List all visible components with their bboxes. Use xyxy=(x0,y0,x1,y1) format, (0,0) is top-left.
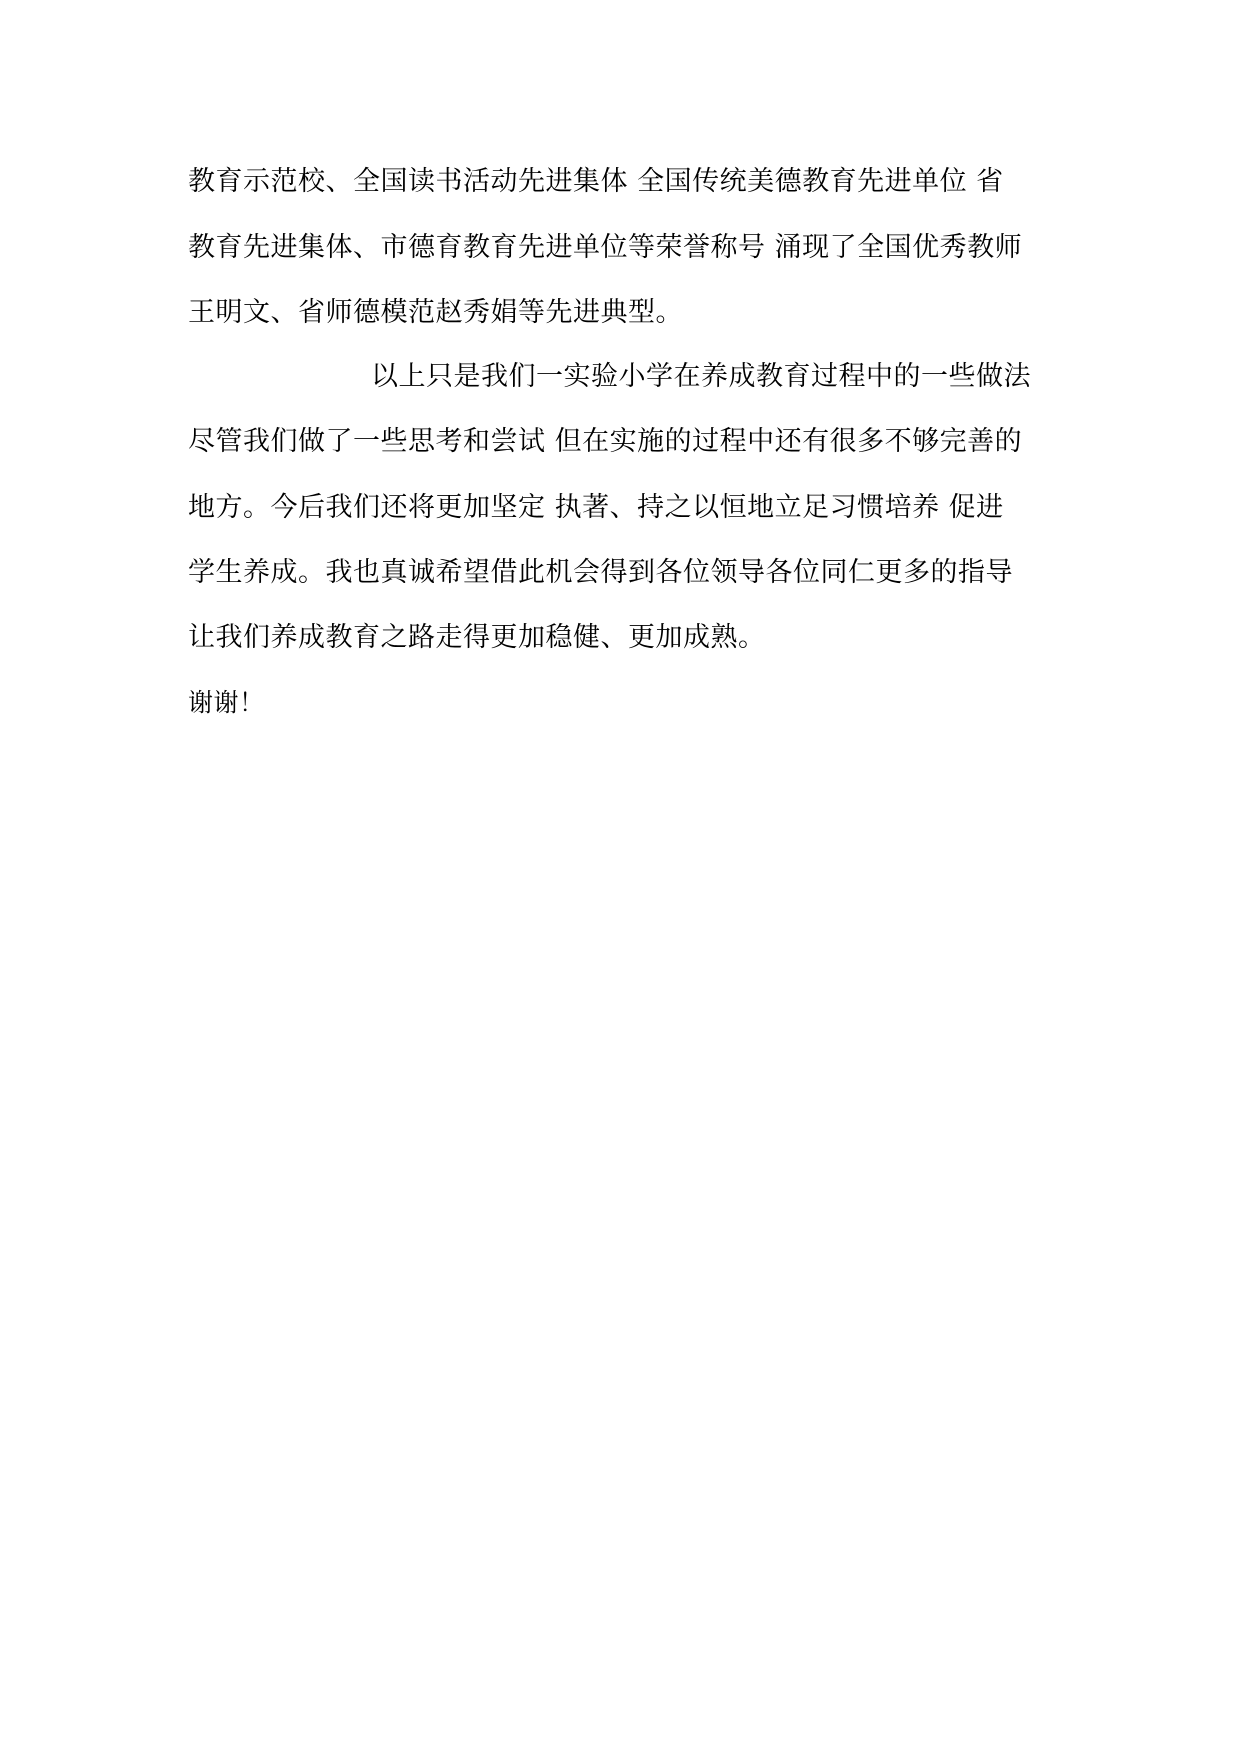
paragraph-line: 地方。今后我们还将更加坚定 执著、持之以恒地立足习惯培养 促进 xyxy=(188,492,1004,523)
paragraph-line: 教育示范校、全国读书活动先进集体 全国传统美德教育先进单位 省 xyxy=(188,166,1004,197)
paragraph-line: 尽管我们做了一些思考和尝试 但在实施的过程中还有很多不够完善的 xyxy=(188,426,1023,457)
paragraph-line: 王明文、省师德模范赵秀娟等先进典型。 xyxy=(188,297,683,328)
paragraph-line: 教育先进集体、市德育教育先进单位等荣誉称号 涌现了全国优秀教师 xyxy=(188,232,1023,263)
paragraph-line: 以上只是我们一实验小学在养成教育过程中的一些做法 xyxy=(371,361,1031,392)
paragraph-line: 让我们养成教育之路走得更加稳健、更加成熟。 xyxy=(188,622,766,653)
paragraph-line: 学生养成。我也真诚希望借此机会得到各位领导各位同仁更多的指导 xyxy=(188,557,1013,588)
closing-thanks: 谢谢！ xyxy=(188,688,265,717)
